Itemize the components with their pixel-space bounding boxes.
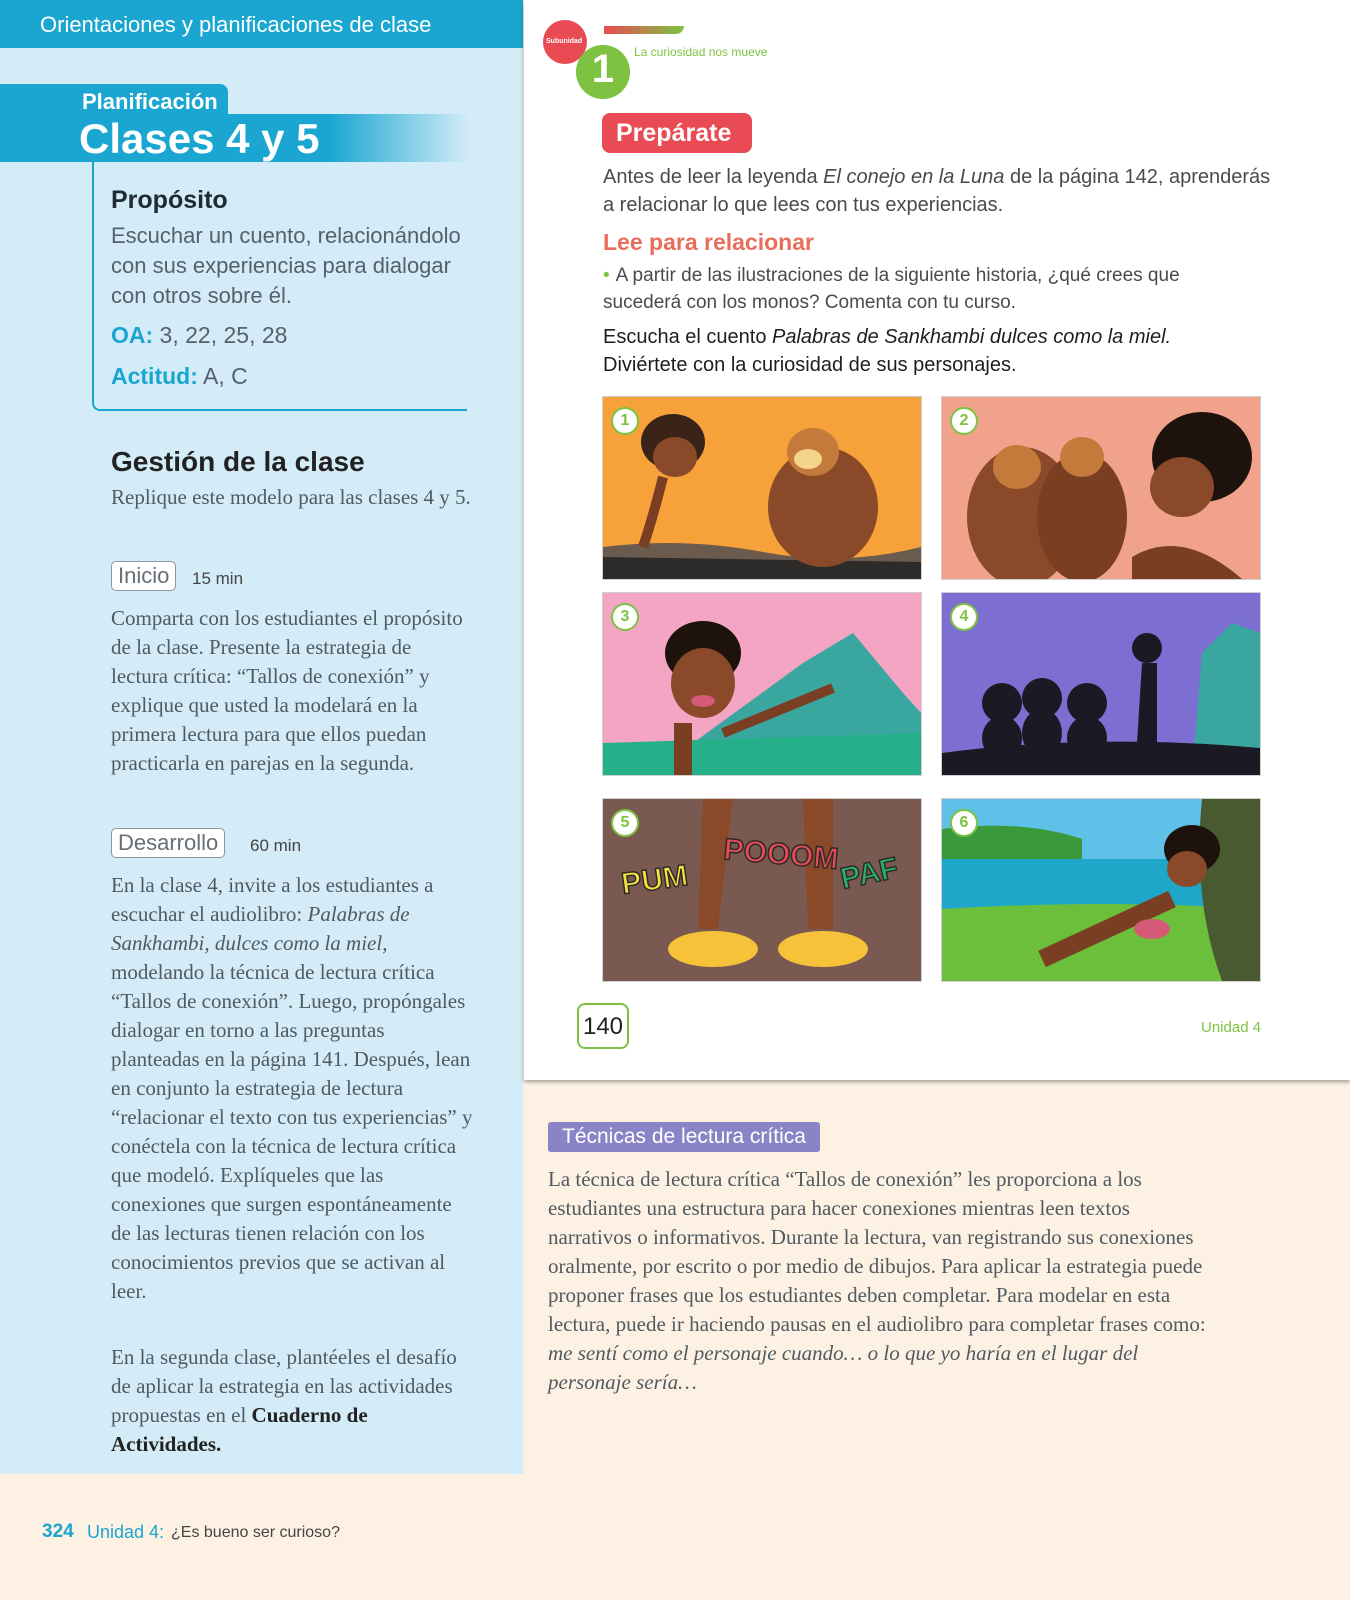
cuaderno-bold: Cuaderno de Actividades. [111,1403,368,1456]
subunit-label: Subunidad [546,38,583,45]
bullet-text: A partir de las ilustraciones de la siguiente historia, ¿qué crees que sucederá con los monos? Comenta con tu curso. [603,265,1180,313]
inicio-text: Comparta con los estudiantes el propósito de la clase. Presente la estrategia de lectura crítica: “Tallos de conexión” y explique que usted la modelará en la primera lectura para que ellos puedan practicarla en parejas en la segunda. [111,606,463,775]
tecnicas-text [548,1165,1208,1397]
story-panel-1 [602,396,922,580]
preparate-badge [602,113,752,153]
panel-4-illustration [942,593,1260,775]
footer-unit-question: ¿Es bueno ser curioso? [171,1524,340,1541]
subunit-number: 1 [591,47,615,91]
oa-value: 3, 22, 25, 28 [153,322,288,348]
panel-3-illustration [603,593,921,775]
story-panel-2 [941,396,1261,580]
intro-text-1: Antes de leer la leyenda [603,166,824,188]
panel-number-6: 6 [950,809,978,837]
planning-tab [0,84,228,116]
story-panel-4 [941,592,1261,776]
story-panel-5 [602,798,922,982]
preparate-label: Prepárate [616,119,732,147]
attitude-label: Actitud: [111,363,198,389]
sound-effect-pooom: POOOM [722,833,840,876]
desarrollo-italic: Palabras de Sankhambi, dulces como la miel, [111,902,410,955]
panel-number-4: 4 [950,603,978,631]
desarrollo-time: 60 min [250,836,302,855]
bullet-item [603,262,1263,316]
attitude-line [111,363,248,390]
planning-title: Clases 4 y 5 [79,115,320,162]
student-page-number-box [577,1003,629,1049]
lee-title: Lee para relacionar [603,229,814,255]
escucha-text-2: Diviértete con la curiosidad de sus personajes. [603,354,1017,376]
tecnicas-body: La técnica de lectura crítica “Tallos de conexión” les proporciona a los estudiantes una estructura para hacer conexiones mientras leen textos narrativos o informativos. Durante la lectura, van registrando sus conexiones oralmente, por escrito o por medio de dibujos. Para aplicar la estrategia puede proponer frases que los estudiantes deben completar. Para modelar en esta lectura, puede ir haciendo pausas en el audiolibro para completar frases como: [548,1167,1206,1336]
escucha-text [603,323,1283,379]
panel-number-2: 2 [950,407,978,435]
gestion-title: Gestión de la clase [111,446,365,477]
panel-6-illustration [942,799,1260,981]
panel-5-illustration [603,799,921,981]
purpose-title: Propósito [111,186,228,214]
planning-tab-label: Planificación [82,89,218,114]
panel-number-5: 5 [611,809,639,837]
header-title: Orientaciones y planificaciones de clase [40,12,432,37]
oa-line [111,322,287,349]
panel-number-1: 1 [611,407,639,435]
escucha-text-1: Escucha el cuento [603,326,772,348]
footer-unit-label: Unidad 4: [87,1522,165,1542]
footer-page-number: 324 [42,1521,74,1542]
student-page-number: 140 [582,1013,624,1040]
second-class-body: En la segunda clase, plantéeles el desafío de aplicar la estrategia en las actividades propuestas en el [111,1345,457,1427]
inicio-time: 15 min [192,569,244,588]
purpose-text: Escuchar un cuento, relacionándolo con sus experiencias para dialogar con otros sobre él. [111,223,461,308]
subunit-swoosh [604,26,684,34]
tecnicas-label: Técnicas de lectura crítica [562,1125,806,1148]
subunit-title: La curiosidad nos mueve [634,45,768,59]
panel-number-3: 3 [611,603,639,631]
desarrollo-text [111,871,473,1306]
student-page-unit: Unidad 4 [1201,1019,1262,1036]
inicio-label: Inicio [111,561,176,591]
bullet-dot-icon: • [603,265,610,286]
subunit-number-badge [576,45,630,99]
desarrollo-label: Desarrollo [111,828,225,858]
attitude-value: A, C [197,363,248,389]
tecnicas-italic: me sentí como el personaje cuando… o lo que yo haría en el lugar del personaje sería… [548,1341,1139,1394]
intro-text [603,163,1283,219]
panel-2-illustration [942,397,1260,579]
desarrollo-text-2: modelando la técnica de lectura crítica “Tallos de conexión”. Luego, propóngales dialogar en torno a las preguntas planteadas en la página 141. Después, lean en conjunto la estrategia de lectura “relacionar el texto con tus experiencias” y conéctela con la técnica de lectura crítica que modeló. Explíqueles que las conexiones que surgen espontáneamente de las lecturas tienen relación con los conocimientos previos que se activan al leer. [111,960,473,1303]
desarrollo-text-1: En la clase 4, invite a los estudiantes a escuchar el audiolibro: [111,873,434,926]
planning-title-band [0,114,470,162]
header-band [0,0,523,48]
intro-italic: El conejo en la Luna [823,166,1005,188]
story-panel-3 [602,592,922,776]
intro-text-2: de la página 142, aprenderás a relacionar lo que lees con tus experiencias. [603,166,1271,216]
oa-label: OA: [111,322,154,348]
second-class-text [111,1343,461,1459]
sound-effect-pum: PUM [619,858,690,901]
sound-effect-paf: PAF [837,851,901,896]
gestion-intro: Replique este modelo para las clases 4 y 5. [111,485,471,509]
story-panel-6 [941,798,1261,982]
panel-1-illustration [603,397,921,579]
escucha-italic: Palabras de Sankhambi dulces como la miel. [772,326,1172,348]
tecnicas-label-box [548,1122,820,1152]
